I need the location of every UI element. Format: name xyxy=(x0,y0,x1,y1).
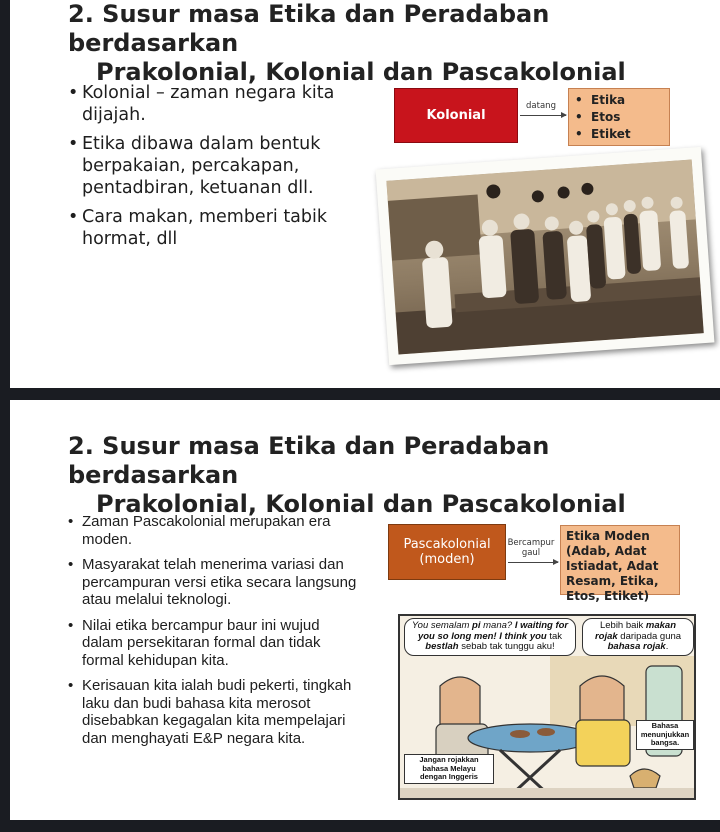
ethics-list xyxy=(575,92,631,143)
slide-1-title xyxy=(68,0,718,87)
colonial-group-photo xyxy=(386,160,703,355)
bullet-item: • Zaman Pascakolonial merupakan era moden. xyxy=(68,513,360,548)
arrow-pascakolonial-to-modern-ethics xyxy=(508,562,558,563)
slide-1 xyxy=(10,0,720,388)
arrow-label-bercampur: Bercampur gaul xyxy=(507,538,555,558)
ethics-item: • Etika xyxy=(575,92,626,107)
slide-1-title-line-1: 2. Susur masa Etika dan Peradaban berdasarkan xyxy=(68,0,550,57)
slide-2-title xyxy=(68,432,718,519)
modern-ethics-box xyxy=(560,525,680,603)
colonial-photo-frame xyxy=(376,147,715,365)
comic-bubble-right: Lebih baik makan rojak daripada guna bahasa rojak. xyxy=(582,618,694,656)
comic-sign-right: Bahasa menunjukkan bangsa. xyxy=(636,720,694,750)
bullet-item: • Kolonial – zaman negara kita dijajah. xyxy=(68,82,358,126)
kolonial-box xyxy=(394,88,518,143)
pascakolonial-label: Pascakolonial xyxy=(403,537,491,552)
slide-1-title-line-2: Prakolonial, Kolonial dan Pascakolonial xyxy=(96,58,626,86)
slide-2-bullet-list xyxy=(68,513,360,755)
ethics-box xyxy=(568,88,670,146)
modern-ethics-text: Etika Moden (Adab, Adat Istiadat, Adat Resam, Etika, Etos, Etiket) xyxy=(566,529,659,603)
comic-bubble-left: You semalam pi mana? I waiting for you so long men! I think you tak bestlah sebab tak tunggu aku! xyxy=(404,618,576,656)
rojak-comic xyxy=(398,614,696,800)
bullet-item: • Nilai etika bercampur baur ini wujud dalam persekitaran formal dan tidak formal kehidupan kita. xyxy=(68,617,360,670)
colonial-group-photo-illustration xyxy=(386,160,703,355)
slide-2 xyxy=(10,400,720,820)
arrow-kolonial-to-ethics xyxy=(520,115,566,116)
bullet-item: • Cara makan, memberi tabik hormat, dll xyxy=(68,206,358,250)
ethics-item: • Etos xyxy=(575,109,621,124)
bullet-item: • Masyarakat telah menerima variasi dan percampuran versi etika secara langsung atau melalui teknologi. xyxy=(68,556,360,609)
bullet-item: • Kerisauan kita ialah budi pekerti, tingkah laku dan budi bahasa kita merosot disebabkan kegagalan kita mempelajari dan menghayati E&P negara kita. xyxy=(68,677,360,747)
pascakolonial-box xyxy=(388,524,506,580)
slide-2-title-line-1: 2. Susur masa Etika dan Peradaban berdasarkan xyxy=(68,432,550,489)
kolonial-label: Kolonial xyxy=(426,108,486,123)
bullet-item: • Etika dibawa dalam bentuk berpakaian, percakapan, pentadbiran, ketuanan dll. xyxy=(68,133,358,199)
comic-sign-left: Jangan rojakkan bahasa Melayu dengan Inggeris xyxy=(404,754,494,784)
slide-2-title-line-2: Prakolonial, Kolonial dan Pascakolonial xyxy=(96,490,626,518)
ethics-item: • Etiket xyxy=(575,126,631,141)
slide-1-bullet-list xyxy=(68,82,358,257)
pascakolonial-sublabel: (moden) xyxy=(419,552,475,567)
arrow-label-datang: datang xyxy=(526,101,556,111)
